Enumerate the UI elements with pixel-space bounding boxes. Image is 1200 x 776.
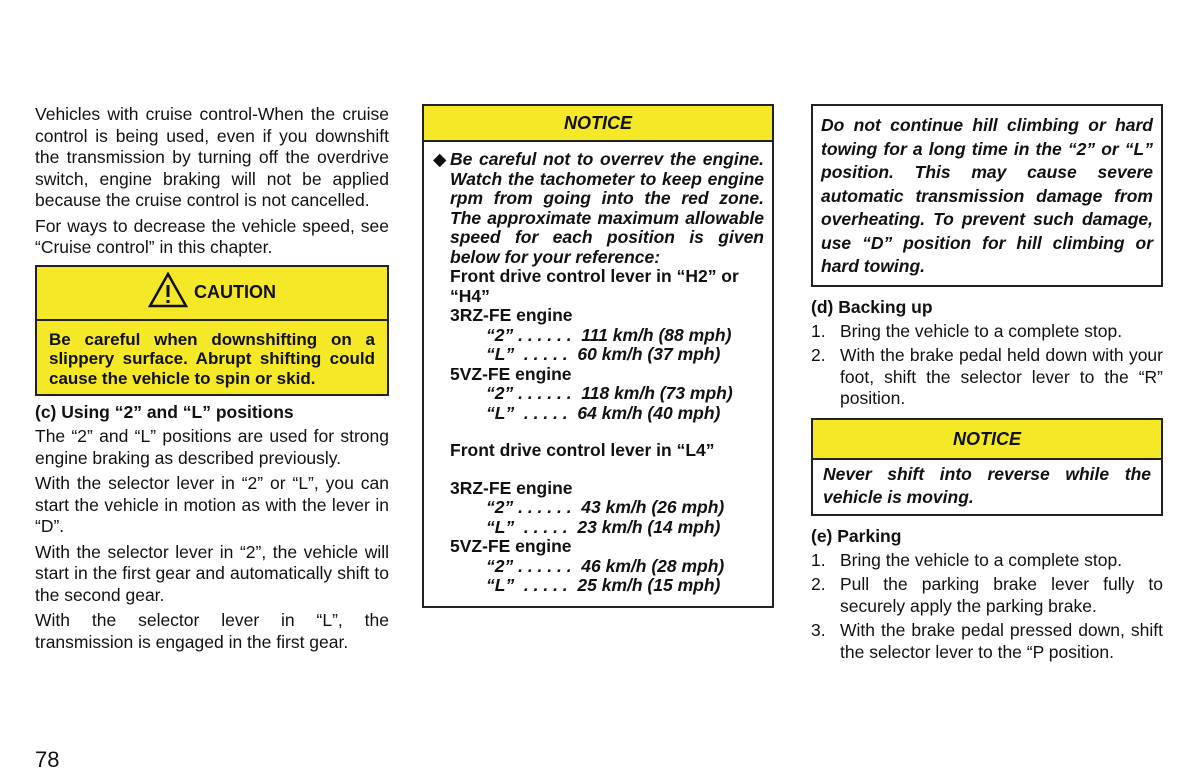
section-c-title: (c) Using “2” and “L” positions <box>35 402 294 422</box>
section-e-title: (e) Parking <box>811 525 902 546</box>
overrev-intro-text: Be careful not to overrev the engine. Watch the tachometer to keep engine rpm from going into the red zone. The approximate maximum allowable speed for each position is given below for your reference: <box>450 149 764 267</box>
left-column <box>35 104 389 657</box>
diamond-bullet-icon: ◆ <box>433 149 447 169</box>
cruise-control-paragraph: Vehicles with cruise control-When the cruise control is being used, even if you downshift the transmission by turning off the overdrive switch, engine braking will not be applied because the cruise control is not cancelled. <box>35 104 389 210</box>
caution-box <box>35 265 389 397</box>
l4-5vz-speed-l: “L” . . . . . 25 km/h (15 mph) <box>486 575 721 595</box>
page-number: 78 <box>35 747 60 772</box>
overrev-intro <box>433 149 764 267</box>
reverse-notice-box <box>811 418 1163 516</box>
caution-text: Be careful when downshifting on a slippery surface. Abrupt shifting could cause the vehicle to spin or skid. <box>49 329 375 388</box>
warning-triangle-icon <box>148 272 188 313</box>
list-item: 3. With the brake pedal pressed down, shift the selector lever to the “P position. <box>811 620 1163 662</box>
notice-title: NOTICE <box>424 106 772 142</box>
notice-title: NOTICE <box>813 420 1161 460</box>
overrev-notice-box <box>422 104 774 608</box>
list-item: 1. Bring the vehicle to a complete stop. <box>811 320 1123 341</box>
h2-h4-title: Front drive control lever in “H2” or “H4” <box>450 266 739 306</box>
caution-title: CAUTION <box>194 282 276 302</box>
list-item: 2. With the brake pedal held down with your foot, shift the selector lever to the “R” position. <box>811 345 1163 408</box>
l4-5vz-speed-2: “2” . . . . . . 46 km/h (28 mph) <box>486 555 725 576</box>
l4-3rz-speed-l: “L” . . . . . 23 km/h (14 mph) <box>486 516 721 537</box>
caution-header <box>37 267 387 321</box>
l4-5vz-engine: 5VZ-FE engine <box>450 536 572 556</box>
decrease-speed-paragraph: For ways to decrease the vehicle speed, see “Cruise control” in this chapter. <box>35 215 389 257</box>
positions-paragraph: The “2” and “L” positions are used for strong engine braking as described previously. <box>35 426 389 468</box>
l4-3rz-speed-2: “2” . . . . . . 43 km/h (26 mph) <box>486 497 725 517</box>
reverse-notice-text: Never shift into reverse while the vehicle is moving. <box>823 463 1151 507</box>
section-d-title: (d) Backing up <box>811 296 933 317</box>
l4-title: Front drive control lever in “L4” <box>450 440 715 460</box>
list-item: 2. Pull the parking brake lever fully to securely apply the parking brake. <box>811 574 1163 616</box>
start-motion-paragraph: With the selector lever in “2” or “L”, you can start the vehicle in motion as with the lever in “D”. <box>35 473 389 536</box>
h-5vz-speed-2: “2” . . . . . . 118 km/h (73 mph) <box>486 383 733 403</box>
backing-up-steps <box>811 321 1163 410</box>
second-gear-paragraph: With the selector lever in “2”, the vehicle will start in the first gear and automatically shift to the second gear. <box>35 541 389 605</box>
middle-column <box>422 104 774 608</box>
parking-steps <box>811 550 1163 664</box>
hill-climbing-warning: Do not continue hill climbing or hard towing for a long time in the “2” or “L” position. This may cause severe automatic transmission damage from overheating. To prevent such damage, use “D” position for hill climbing or hard towing. <box>811 104 1163 287</box>
h-5vz-speed-l: “L” . . . . . 64 km/h (40 mph) <box>486 402 721 423</box>
right-column <box>811 104 1163 666</box>
first-gear-paragraph: With the selector lever in “L”, the transmission is engaged in the first gear. <box>35 610 389 652</box>
h-5vz-engine: 5VZ-FE engine <box>450 363 572 384</box>
h-3rz-speed-2: “2” . . . . . . 111 km/h (88 mph) <box>486 324 732 345</box>
h-3rz-speed-l: “L” . . . . . 60 km/h (37 mph) <box>486 344 721 364</box>
h-3rz-engine: 3RZ-FE engine <box>450 305 573 325</box>
notice-body <box>424 142 772 606</box>
list-item: 1. Bring the vehicle to a complete stop. <box>811 549 1123 570</box>
l4-3rz-engine: 3RZ-FE engine <box>450 477 573 498</box>
